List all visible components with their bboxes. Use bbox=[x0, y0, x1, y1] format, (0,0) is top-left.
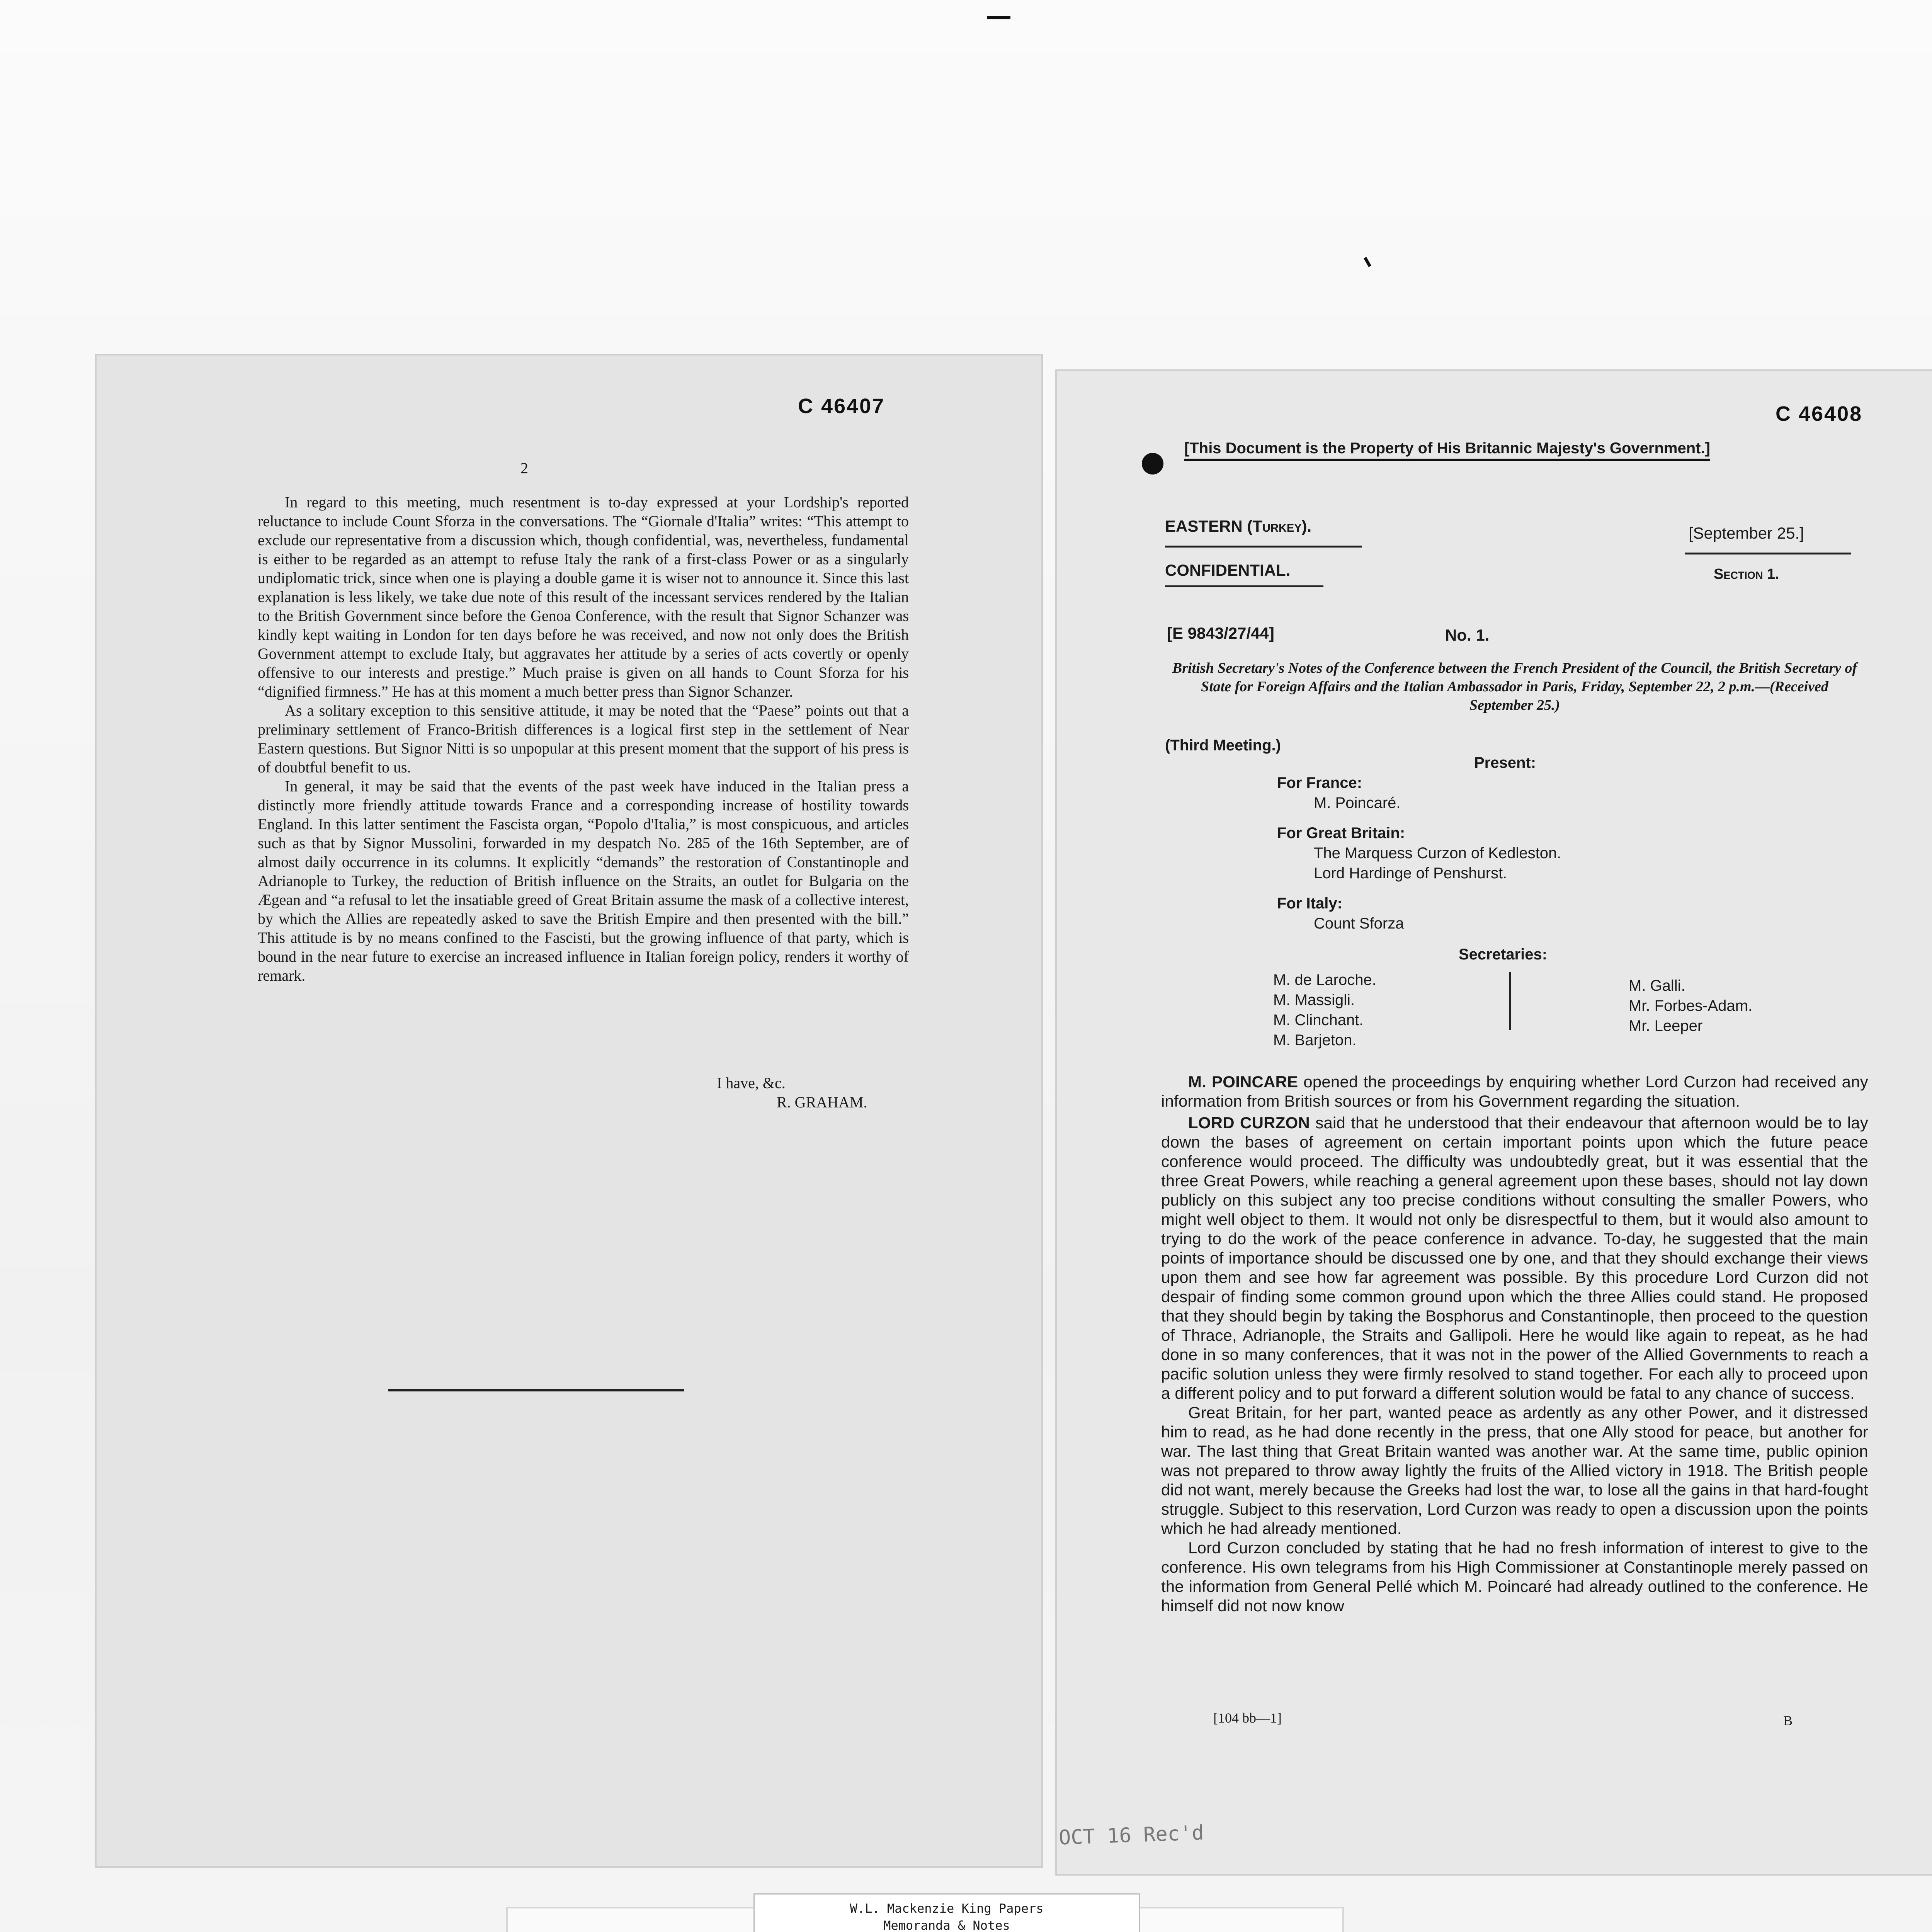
date-bracket: [September 25.] bbox=[1689, 524, 1804, 542]
attendee: M. Poincaré. bbox=[1314, 794, 1401, 811]
attendee: Count Sforza bbox=[1314, 915, 1404, 932]
paragraph bbox=[1161, 1538, 1868, 1616]
country-great-britain: For Great Britain: bbox=[1277, 825, 1405, 842]
category-heading bbox=[1165, 517, 1311, 536]
category-sub: (Turkey). bbox=[1247, 517, 1312, 535]
secretary: M. Barjeton. bbox=[1273, 1032, 1357, 1049]
confidential-label: CONFIDENTIAL. bbox=[1165, 561, 1291, 579]
signature: R. GRAHAM. bbox=[777, 1094, 867, 1111]
speaker: LORD CURZON bbox=[1188, 1114, 1310, 1132]
heading-rule-right bbox=[1685, 553, 1851, 554]
meeting-notes bbox=[1161, 1072, 1868, 1616]
right-doc-number: C 46408 bbox=[1776, 402, 1863, 425]
footer-letter: B bbox=[1783, 1713, 1793, 1728]
footer-code: [104 bb—1] bbox=[1213, 1710, 1282, 1726]
document-title: British Secretary's Notes of the Conference between the French President of the Council, the British Secretary of State for Foreign Affairs and the Italian Ambassador in Paris, Friday, September 22, 2 p.m.—(Received September 25.) bbox=[1172, 660, 1857, 713]
secretary: M. de Laroche. bbox=[1273, 971, 1376, 988]
collection-name: W.L. Mackenzie King Papers bbox=[850, 1901, 1044, 1916]
paragraph-text: said that he understood that their endeavour that afternoon would be to lay down the bases of agreement on certain important points upon which the future peace conference would proceed. The difficulty was undoubtedly great, but it was essential that the three Great Powers, while reaching a general agreement upon these bases, should not lay down publicly on this subject any too precise conditions without consulting the smaller Powers, who might well object to them. It would not only be disrespectful to them, but it would also amount to trying to do the work of the peace conference in advance. To-day, he suggested that the main points of importance should be discussed one by one, and that they should exchange their views upon them and see how far agreement was possible. By this procedure Lord Curzon did not despair of finding some common ground upon which the three Allies could stand. He proposed that they should begin by taking the Bosphorus and Constantinople, then proceed to the question of Thrace, Adrianople, the Straits and Gallipoli. Here he would like again to repeat, as he had done in so many conferences, that it was not in the power of the Allied Governments to reach a pacific solution unless they were firmly resolved to stand together. For each ally to proceed upon a different policy and to put forward a different solution would be fatal to any chance of success. bbox=[1161, 1114, 1868, 1402]
paragraph bbox=[1161, 1072, 1868, 1111]
reference-number: [E 9843/27/44] bbox=[1167, 624, 1274, 642]
paragraph bbox=[1161, 1113, 1868, 1403]
collection-slip bbox=[753, 1893, 1140, 1932]
bullet-mark bbox=[1142, 453, 1163, 474]
secretaries-divider bbox=[1509, 972, 1511, 1030]
paragraph-text: Great Britain, for her part, wanted peace as ardently as any other Power, and it distressed him to read, as he had done recently in the press, that one Ally stood for peace, but another for war. The last thing that Great Britain wanted was another war. At the same time, public opinion was not prepared to throw away lightly the fruits of the Allied victory in 1918. The British people did not want, merely because the Greeks had lost the war, to lose all the gains in that hard-fought struggle. Subject to this reservation, Lord Curzon was ready to open a discussion upon the points which he had already mentioned. bbox=[1161, 1403, 1868, 1537]
country-france: For France: bbox=[1277, 774, 1362, 791]
paragraph-text: Lord Curzon concluded by stating that he had no fresh information of interest to give to the conference. His own telegrams from his High Commissioner at Constantinople merely passed on the information from General Pellé which M. Poincaré had already outlined to the conference. He himself did not now know bbox=[1161, 1539, 1868, 1615]
top-crop-mark bbox=[987, 16, 1010, 19]
secretary: M. Galli. bbox=[1629, 977, 1685, 994]
right-page bbox=[1057, 371, 1932, 1874]
property-notice: [This Document is the Property of His Britannic Majesty's Government.] bbox=[1184, 440, 1710, 461]
left-doc-number: C 46407 bbox=[798, 395, 885, 418]
confidential-rule bbox=[1165, 585, 1323, 587]
left-page bbox=[97, 355, 1041, 1866]
secretary: M. Clinchant. bbox=[1273, 1012, 1364, 1029]
section-label: Section 1. bbox=[1714, 566, 1779, 582]
collection-series: Memoranda & Notes bbox=[883, 1918, 1010, 1932]
paragraph bbox=[1161, 1403, 1868, 1538]
paragraph-text: opened the proceedings by enquiring whether Lord Curzon had received any information from British sources or from his Government regarding the situation. bbox=[1161, 1073, 1868, 1110]
attendees-list bbox=[1277, 773, 1561, 934]
attendee: Lord Hardinge of Penshurst. bbox=[1314, 865, 1507, 882]
secretary: Mr. Leeper bbox=[1629, 1017, 1703, 1034]
secretaries-right bbox=[1629, 976, 1752, 1036]
heading-rule-left bbox=[1165, 546, 1362, 548]
secretaries-label: Secretaries: bbox=[1459, 946, 1548, 963]
secretary: Mr. Forbes-Adam. bbox=[1629, 997, 1753, 1014]
secretaries-left bbox=[1273, 970, 1376, 1050]
present-label: Present: bbox=[1474, 754, 1536, 771]
paragraph: In general, it may be said that the events of the past week have induced in the Italian press a distinctly more friendly attitude towards France and a corresponding increase of hostility towards England. In this latter sentiment the Fascista organ, “Popolo d'Italia,” is most conspicuous, and articles such as that by Signor Mussolini, forwarded in my despatch No. 285 of the 16th September, are of almost daily occurrence in its columns. It explicitly “demands” the restoration of Constantinople and Adrianople to Turkey, the reduction of British influence on the Straits, an outlet for Bulgaria on the Ægean and “a refusal to let the insatiable greed of Great Britain assume the mask of a collective interest, by which the Allies are repeatedly asked to save the British Empire and then presented with the bill.” This attitude is by no means confined to the Fascisti, but the growing influence of that party, which is bound in the near future to exercise an increased influence in Italian foreign policy, renders it worthy of remark. bbox=[258, 777, 909, 984]
document-number: No. 1. bbox=[1445, 626, 1490, 644]
left-page-number: 2 bbox=[520, 459, 528, 477]
category: EASTERN bbox=[1165, 517, 1243, 535]
country-italy: For Italy: bbox=[1277, 895, 1342, 912]
speaker: M. POINCARE bbox=[1188, 1073, 1298, 1091]
left-body-text bbox=[258, 493, 909, 985]
paragraph: In regard to this meeting, much resentment is to-day expressed at your Lordship's reported reluctance to include Count Sforza in the conversations. The “Giornale d'Italia” writes: “This attempt to exclude our representative from a discussion which, though confidential, was, nevertheless, fundamental is either to be regarded as an attempt to refuse Italy the rank of a first-class Power or as a singularly undiplomatic trick, since when one is playing a double game it is wiser not to announce it. Since this last explanation is less likely, we take due note of this result of the incessant services rendered by the Italian to the British Government since before the Genoa Conference, with the result that Signor Schanzer was kindly kept waiting in London for ten days before he was received, and now not only does the British Government attempt to exclude Italy, but aggravates her attitude by a series of acts covertly or openly offensive to our interests and prestige.” Much praise is given on all hands to Count Sforza for his “dignified firmness.” He has at this moment a much better press than Signor Schanzer. bbox=[258, 493, 909, 700]
closing: I have, &c. bbox=[717, 1074, 786, 1092]
secretary: M. Massigli. bbox=[1273, 992, 1355, 1009]
meeting-label: (Third Meeting.) bbox=[1165, 737, 1281, 754]
paragraph: As a solitary exception to this sensitive attitude, it may be noted that the “Paese” points out that a preliminary settlement of Franco-British differences is a logical first step in the settlement of Near Eastern questions. But Signor Nitti is so unpopular at this present moment that the support of his press is of doubtful benefit to us. bbox=[258, 702, 909, 776]
received-stamp: OCT 16 Rec'd bbox=[1058, 1821, 1204, 1850]
end-rule bbox=[388, 1389, 684, 1391]
attendee: The Marquess Curzon of Kedleston. bbox=[1314, 845, 1561, 862]
